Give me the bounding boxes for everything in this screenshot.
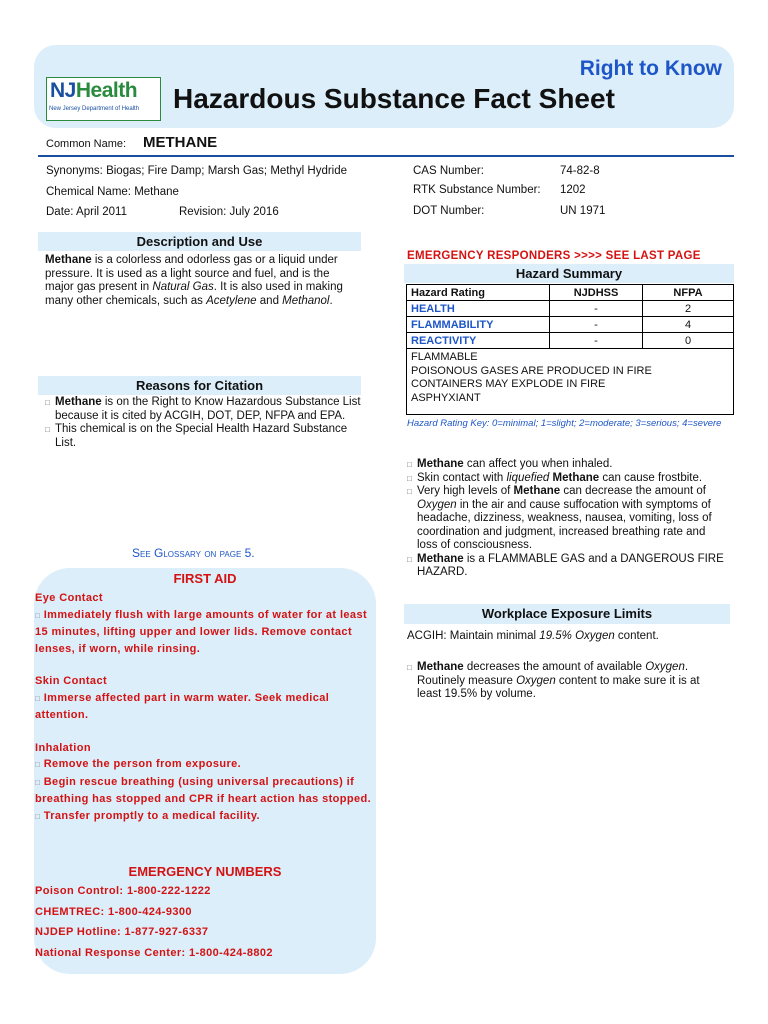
inhalation-step	[35, 756, 373, 774]
right-to-know-title: Right to Know	[579, 57, 722, 80]
effect-text: can affect you when inhaled.	[463, 458, 613, 470]
effect-text: Very high levels of	[417, 485, 514, 497]
logo-text	[50, 79, 137, 103]
effect-bold: Methane	[513, 485, 561, 497]
col-nfpa: NFPA	[643, 285, 734, 301]
exposure-text: decreases the amount of available	[463, 661, 646, 673]
emergency-numbers-heading: EMERGENCY NUMBERS	[128, 864, 282, 879]
acgih-text: ACGIH: Maintain minimal	[407, 630, 540, 642]
emergency-number: CHEMTREC: 1-800-424-9300	[35, 905, 192, 918]
bullet-icon: □	[35, 777, 41, 787]
emergency-number: National Response Center: 1-800-424-8802	[35, 946, 273, 959]
effect-italic: liquefied	[506, 471, 550, 484]
description-methanol: Methanol	[282, 294, 330, 307]
synonyms: Synonyms: Biogas; Fire Damp; Marsh Gas; Methyl Hydride	[46, 165, 348, 177]
hazard-nfpa: 2	[643, 301, 734, 317]
hazard-njdhss: -	[550, 333, 643, 349]
bullet-icon: □	[35, 610, 41, 620]
skin-contact-text	[35, 690, 373, 724]
hazard-note: CONTAINERS MAY EXPLODE IN FIRE	[411, 378, 606, 390]
exposure-text: content to make sure it is at least 19.5% by volume.	[417, 674, 700, 700]
hazard-label: HEALTH	[407, 301, 550, 317]
hazard-label: FLAMMABILITY	[407, 317, 550, 333]
description-text	[45, 254, 361, 308]
chemical-name: Chemical Name: Methane	[46, 186, 179, 198]
exposure-italic: Oxygen	[645, 661, 685, 673]
exposure-bold: Methane	[417, 661, 464, 673]
table-row	[407, 317, 734, 333]
description-heading: Description and Use	[38, 232, 361, 251]
glossary-link[interactable]: See Glossary on page 5.	[132, 546, 255, 560]
hazard-summary-table	[406, 284, 734, 415]
exposure-limits-heading: Workplace Exposure Limits	[404, 604, 730, 624]
description-part: . It is also used in making many other chemicals, such as	[45, 281, 343, 307]
col-njdhss: NJDHSS	[550, 285, 643, 301]
acgih-text: content.	[614, 630, 659, 642]
eye-contact-heading: Eye Contact	[35, 592, 103, 604]
citation-item	[45, 396, 363, 423]
hazard-notes	[407, 349, 734, 415]
table-header-row	[407, 285, 734, 301]
spacer	[35, 724, 373, 740]
citation-text: is on the Right to Know Hazardous Substance List because it is cited by ACGIH, DOT, DEP, NFPA and EPA.	[55, 396, 361, 422]
exposure-text: . Routinely measure	[417, 661, 689, 687]
exposure-notes	[407, 661, 727, 702]
logo-nj: NJ	[50, 79, 76, 102]
first-aid-heading: FIRST AID	[173, 571, 237, 586]
inhalation-step-text: Remove the person from exposure.	[43, 758, 242, 770]
inhalation-heading: Inhalation	[35, 741, 91, 754]
exposure-note-item	[407, 661, 727, 702]
inhalation-step	[35, 774, 373, 808]
hazard-nfpa: 4	[643, 317, 734, 333]
emergency-numbers-list	[35, 881, 273, 963]
description-natural-gas: Natural Gas	[152, 281, 214, 293]
hazard-njdhss: -	[550, 301, 643, 317]
revision: Revision: July 2016	[179, 206, 279, 218]
exposure-italic: Oxygen	[516, 674, 556, 687]
hazard-njdhss: -	[550, 317, 643, 333]
effect-text: can decrease the amount of	[560, 485, 706, 497]
table-row	[407, 301, 734, 317]
acgih-value: 19.5% Oxygen	[539, 630, 615, 642]
effect-bold: Methane	[549, 471, 600, 484]
health-effect-item	[407, 458, 727, 472]
rtk-label: RTK Substance Number:	[413, 184, 541, 196]
citation-heading: Reasons for Citation	[38, 376, 361, 395]
description-part: .	[329, 294, 333, 307]
bullet-icon: □	[35, 693, 41, 703]
bullet-icon: □	[35, 760, 41, 769]
description-bold: Methane	[45, 254, 92, 266]
spacer	[35, 657, 373, 673]
hazard-summary-heading: Hazard Summary	[404, 264, 734, 283]
health-effect-item	[407, 485, 727, 553]
inhalation-step	[35, 808, 373, 826]
hazard-note: ASPHYXIANT	[411, 391, 481, 404]
inhalation-step-text: Transfer promptly to a medical facility.	[43, 809, 261, 822]
citation-bold: Methane	[55, 396, 102, 408]
citation-item: □ This chemical is on the Special Health Hazard Substance List.	[45, 423, 363, 450]
logo-subtitle: New Jersey Department of Health	[49, 106, 140, 112]
eye-contact-text-body: Immediately flush with large amounts of water for at least 15 minutes, lifting upper and lower lids. Remove contact lenses, if worn, while rinsing.	[35, 608, 368, 655]
common-name-value: METHANE	[143, 134, 218, 151]
page-title: Hazardous Substance Fact Sheet	[173, 83, 615, 114]
dot-value: UN 1971	[560, 205, 606, 217]
logo-health: Health	[75, 79, 138, 102]
description-part: is a colorless and odorless gas or a liquid under pressure. It is used as a light source and fuel, and is the major gas present in	[45, 254, 338, 293]
effect-text: in the air and cause suffocation with symptoms of headache, dizziness, weakness, nausea, vomiting, loss of coordination and judgment, increased breathing rate and loss of consciousness.	[417, 498, 712, 551]
effect-text: Skin contact with	[417, 471, 507, 484]
skin-contact-heading: Skin Contact	[35, 675, 108, 687]
table-row	[407, 333, 734, 349]
description-acetylene: Acetylene	[206, 294, 257, 307]
hazard-nfpa: 0	[643, 333, 734, 349]
health-effect-item	[407, 553, 727, 580]
skin-contact-text-body: Immerse affected part in warm water. Seek medical attention.	[35, 691, 330, 721]
health-effect-item	[407, 472, 727, 486]
effect-italic: Oxygen	[417, 498, 457, 511]
effect-bold: Methane	[417, 458, 464, 470]
header-divider	[38, 155, 734, 157]
bullet-icon: □	[35, 811, 41, 821]
cas-label: CAS Number:	[413, 165, 484, 177]
description-part: and	[256, 294, 283, 307]
cas-value: 74-82-8	[560, 165, 600, 177]
table-notes-row	[407, 349, 734, 415]
effect-bold: Methane	[417, 552, 464, 565]
emergency-responders-note: EMERGENCY RESPONDERS >>>> SEE LAST PAGE	[407, 250, 701, 262]
inhalation-step-text: Begin rescue breathing (using universal precautions) if breathing has stopped and CPR if heart action has stopped.	[35, 775, 372, 805]
hazard-note: FLAMMABLE	[411, 351, 478, 363]
health-effects-list	[407, 458, 727, 580]
first-aid-content	[35, 590, 373, 825]
citation-list	[45, 396, 363, 450]
hazard-rating-key: Hazard Rating Key: 0=minimal; 1=slight; 2=moderate; 3=serious; 4=severe	[407, 418, 722, 429]
dot-label: DOT Number:	[413, 205, 485, 217]
effect-text: can cause frostbite.	[599, 471, 703, 484]
emergency-number: NJDEP Hotline: 1-877-927-6337	[35, 926, 209, 938]
effect-text: is a FLAMMABLE GAS and a DANGEROUS FIRE HAZARD.	[417, 552, 724, 578]
date: Date: April 2011	[46, 206, 127, 218]
hazard-label: REACTIVITY	[407, 333, 550, 349]
emergency-number: Poison Control: 1-800-222-1222	[35, 885, 211, 897]
rtk-value: 1202	[560, 184, 586, 196]
col-hazard-rating: Hazard Rating	[407, 285, 550, 301]
acgih-limit	[407, 630, 727, 644]
eye-contact-text	[35, 607, 373, 658]
hazard-note: POISONOUS GASES ARE PRODUCED IN FIRE	[411, 364, 652, 377]
common-name-label: Common Name:	[46, 138, 127, 150]
